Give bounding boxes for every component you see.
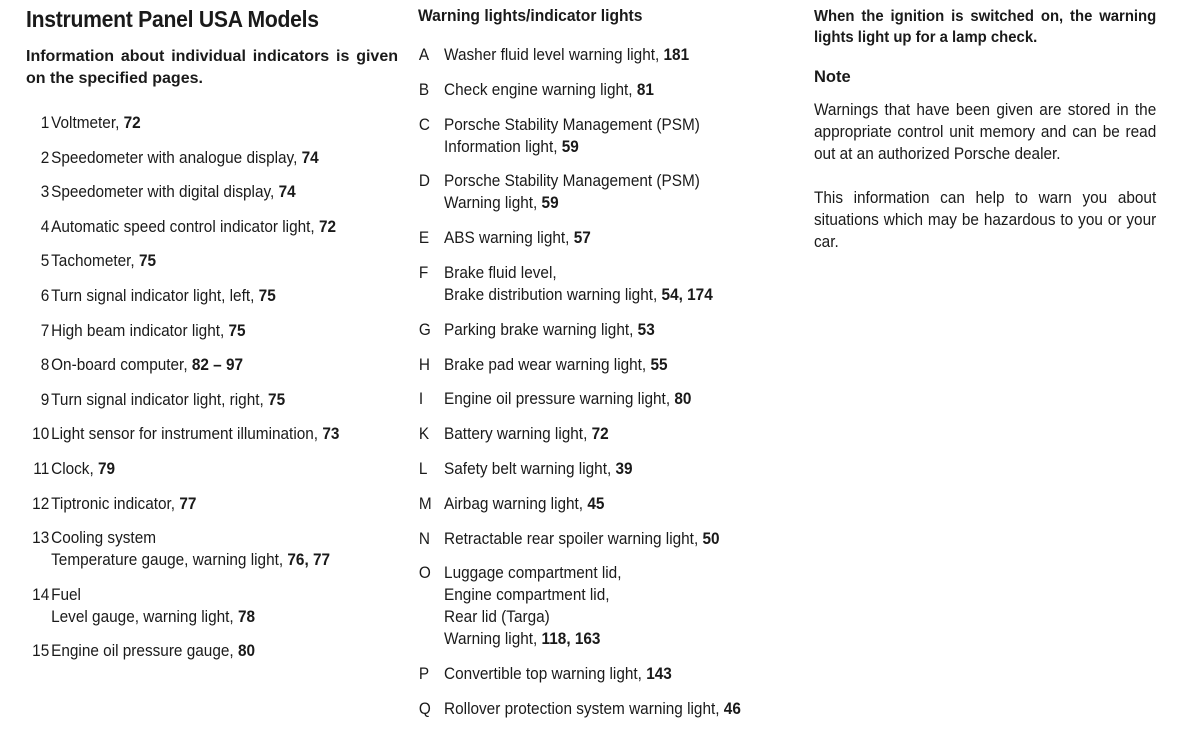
item-text (444, 388, 691, 410)
instrument-item (26, 216, 372, 238)
item-text: On-board computer, 82 – 97 (51, 356, 244, 375)
item-text (444, 262, 713, 306)
page-reference: 72 (123, 114, 141, 132)
warning-light-item (418, 458, 768, 480)
note-paragraph-2: This information can help to warn you about situations which may be hazardous to you or your car. (814, 189, 1157, 251)
page-reference: 77 (179, 494, 197, 513)
item-text (50, 584, 255, 628)
page-reference: 59 (561, 137, 579, 156)
page-reference: 54, 174 (661, 285, 713, 304)
page-reference: 82 – 97 (191, 356, 244, 375)
item-letter: A (418, 46, 430, 64)
warning-light-item (418, 388, 768, 410)
page-title: Instrument Panel USA Models (26, 6, 319, 32)
warning-light-item (418, 79, 768, 101)
item-line: Cooling system (51, 529, 157, 548)
item-number: 8 (40, 356, 50, 375)
instrument-item (26, 181, 372, 203)
warning-light-item (418, 114, 768, 158)
warning-light-item (418, 44, 768, 66)
warning-light-item (418, 562, 768, 650)
item-text: Turn signal indicator light, right, 75 (51, 390, 286, 409)
note-heading: Note (814, 68, 851, 86)
page-reference: 143 (646, 665, 672, 684)
warning-light-item (418, 170, 768, 214)
warning-light-item (418, 663, 768, 685)
warning-light-item (418, 354, 768, 376)
item-line: Porsche Stability Management (PSM) (444, 115, 700, 134)
item-text (444, 227, 591, 249)
item-line: Temperature gauge, warning light, 76, 77 (51, 551, 331, 570)
item-line: Check engine warning light, 81 (444, 80, 654, 99)
page-reference: 80 (237, 642, 256, 661)
notes-column (814, 6, 1182, 275)
instrument-panel-column (26, 6, 398, 675)
instrument-item (26, 584, 372, 628)
item-line: Information light, 59 (444, 137, 579, 156)
instrument-item (26, 493, 372, 515)
warning-light-item (418, 528, 768, 550)
item-letter: Q (418, 699, 431, 718)
item-number: 4 (40, 217, 50, 236)
item-line: Battery warning light, 72 (444, 425, 609, 444)
page-reference: 73 (322, 425, 340, 444)
instrument-item (26, 389, 372, 411)
instrument-item (26, 147, 372, 169)
item-line: Washer fluid level warning light, 181 (444, 46, 690, 64)
item-line: Rear lid (Targa) (444, 608, 550, 627)
instrument-list (26, 112, 372, 662)
instrument-item (26, 320, 372, 342)
page-reference: 39 (615, 459, 633, 478)
instrument-item (26, 527, 372, 571)
item-letter: L (418, 459, 428, 478)
item-text (444, 562, 621, 650)
item-text: High beam indicator light, 75 (51, 321, 246, 340)
item-text: Automatic speed control indicator light, 72 (51, 217, 337, 236)
item-line: Warning light, 59 (444, 194, 559, 213)
page-reference: 46 (723, 699, 741, 718)
item-text (444, 79, 654, 101)
page-reference: 50 (702, 529, 720, 548)
item-letter: H (418, 355, 431, 374)
page-reference: 75 (138, 252, 157, 271)
lamp-check-warning: When the ignition is switched on, the warning lights light up for a lamp check. (814, 8, 1157, 46)
item-number: 9 (40, 390, 50, 409)
item-line: Level gauge, warning light, 78 (51, 607, 256, 626)
item-text (444, 170, 700, 214)
intro-text: Information about individual indicators is given on the specified pages. (26, 48, 398, 87)
instrument-item (26, 112, 372, 134)
item-text (444, 698, 741, 720)
item-line: Porsche Stability Management (PSM) (444, 172, 700, 191)
warning-lights-column (418, 6, 794, 733)
item-text (444, 528, 720, 550)
item-text (444, 663, 672, 685)
item-number: 12 (32, 494, 50, 513)
item-line: Rollover protection system warning light, 46 (444, 699, 741, 718)
item-text: Light sensor for instrument illumination, 73 (51, 425, 340, 444)
item-line: Engine oil pressure warning light, 80 (444, 390, 692, 409)
item-number: 7 (40, 321, 50, 340)
item-line: Parking brake warning light, 53 (444, 320, 655, 339)
item-letter: D (418, 172, 431, 191)
item-line: Brake distribution warning light, 54, 174 (444, 285, 713, 304)
item-number: 15 (32, 642, 50, 661)
item-number: 13 (32, 529, 50, 548)
item-text: Turn signal indicator light, left, 75 (51, 286, 276, 305)
instrument-item (26, 458, 372, 480)
instrument-item (26, 285, 372, 307)
item-text: Tachometer, 75 (51, 252, 157, 271)
instrument-item (26, 640, 372, 662)
item-letter: I (418, 390, 424, 409)
item-letter: K (418, 425, 430, 444)
item-number: 2 (40, 148, 50, 167)
instrument-item (26, 250, 372, 272)
item-line: Convertible top warning light, 143 (444, 665, 672, 684)
warning-light-item (418, 493, 768, 515)
item-letter: N (418, 529, 431, 548)
item-text (444, 423, 609, 445)
item-line: Fuel (51, 585, 81, 604)
warning-light-item (418, 319, 768, 341)
item-text (444, 458, 633, 480)
item-text: Speedometer with analogue display, 74 (51, 148, 319, 167)
item-number: 1 (40, 114, 50, 132)
item-line: Engine compartment lid, (444, 586, 610, 605)
page-reference: 78 (237, 607, 256, 626)
page-reference: 80 (674, 390, 692, 409)
page-reference: 59 (541, 194, 559, 213)
page-reference: 181 (663, 46, 690, 64)
item-letter: F (418, 263, 429, 282)
page-reference: 75 (228, 321, 246, 340)
page-reference: 79 (98, 459, 116, 478)
item-text: Speedometer with digital display, 74 (51, 183, 296, 202)
item-number: 14 (32, 585, 50, 604)
item-number: 3 (40, 183, 50, 202)
section-title: Warning lights/indicator lights (418, 6, 643, 25)
item-text: Tiptronic indicator, 77 (51, 494, 197, 513)
warning-lights-list (418, 44, 768, 720)
page-reference: 75 (268, 390, 286, 409)
page-reference: 74 (301, 148, 319, 167)
page-reference: 55 (650, 355, 668, 374)
page-reference: 45 (587, 494, 605, 513)
instrument-item (26, 354, 372, 376)
item-number: 11 (33, 459, 50, 478)
item-text: Voltmeter, 72 (51, 114, 141, 132)
item-text (50, 527, 330, 571)
page-reference: 81 (636, 80, 654, 99)
item-line: Brake fluid level, (444, 263, 557, 282)
page-reference: 75 (258, 286, 276, 305)
note-paragraph-1: Warnings that have been given are stored in the appropriate control unit memory and can be read out at an authorized Porsche dealer. (814, 101, 1157, 163)
item-letter: E (418, 229, 430, 248)
item-text (444, 354, 667, 376)
warning-light-item (418, 262, 768, 306)
warning-light-item (418, 227, 768, 249)
page-reference: 118, 163 (541, 630, 601, 649)
item-letter: B (418, 80, 430, 99)
page-reference: 57 (573, 229, 591, 248)
item-letter: P (418, 665, 430, 684)
item-number: 10 (32, 425, 50, 444)
instrument-item (26, 423, 372, 445)
item-text: Clock, 79 (51, 459, 116, 478)
item-letter: O (418, 564, 431, 583)
page-reference: 74 (278, 183, 296, 202)
item-text (444, 493, 604, 515)
item-number: 6 (40, 286, 50, 305)
item-text (444, 319, 655, 341)
warning-light-item (418, 423, 768, 445)
item-line: ABS warning light, 57 (444, 229, 591, 248)
item-line: Warning light, 118, 163 (444, 630, 601, 649)
item-letter: C (418, 115, 431, 134)
item-line: Retractable rear spoiler warning light, 50 (444, 529, 720, 548)
item-line: Brake pad wear warning light, 55 (444, 355, 668, 374)
item-text: Engine oil pressure gauge, 80 (51, 642, 256, 661)
item-text (444, 114, 700, 158)
warning-light-item (418, 698, 768, 720)
item-letter: G (418, 320, 431, 339)
page-reference: 53 (637, 320, 655, 339)
item-line: Safety belt warning light, 39 (444, 459, 633, 478)
item-letter: M (418, 494, 432, 513)
item-line: Airbag warning light, 45 (444, 494, 605, 513)
item-text (444, 44, 689, 66)
item-number: 5 (40, 252, 50, 271)
page-reference: 72 (318, 217, 337, 236)
page-reference: 72 (591, 425, 609, 444)
item-line: Luggage compartment lid, (444, 564, 622, 583)
page-reference: 76, 77 (287, 551, 331, 570)
